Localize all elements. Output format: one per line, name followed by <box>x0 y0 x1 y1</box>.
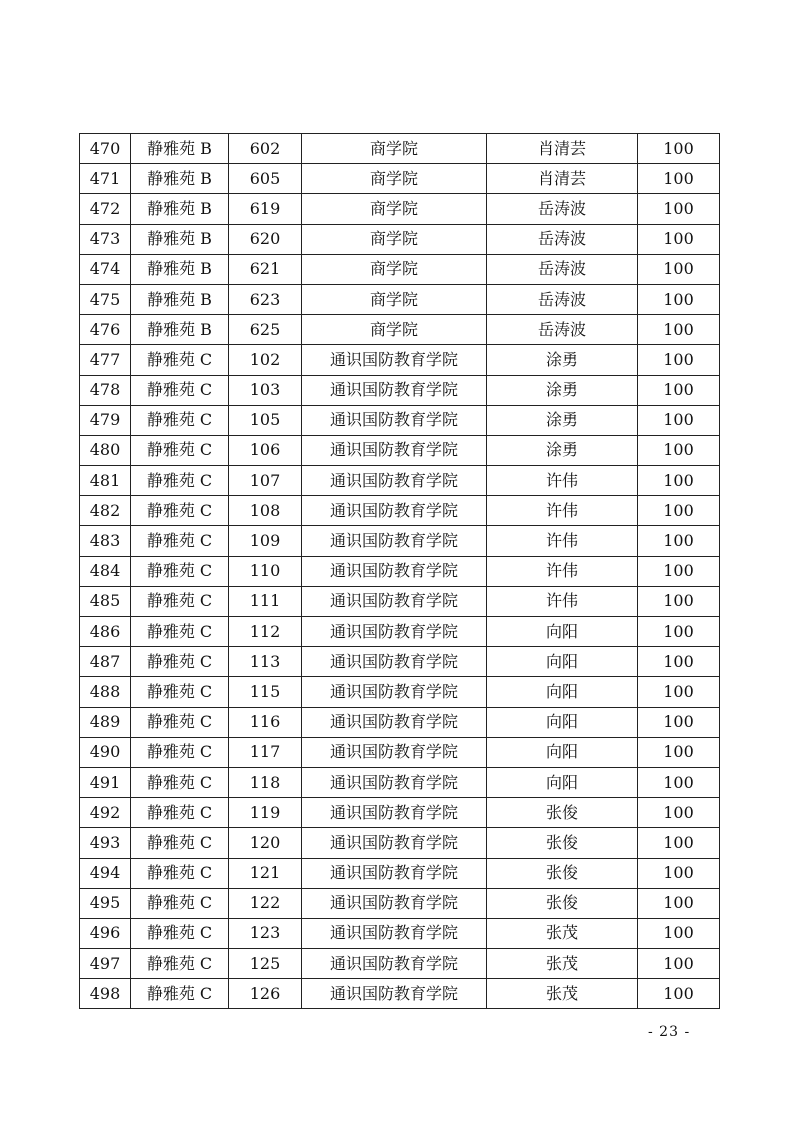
college-cell: 商学院 <box>302 134 487 164</box>
index-cell: 493 <box>80 828 131 858</box>
score-cell: 100 <box>638 949 720 979</box>
score-cell: 100 <box>638 435 720 465</box>
building-cell: 静雅苑 B <box>131 224 229 254</box>
college-cell: 商学院 <box>302 224 487 254</box>
teacher-cell: 向阳 <box>487 737 638 767</box>
room-cell: 117 <box>229 737 302 767</box>
teacher-cell: 张俊 <box>487 858 638 888</box>
college-cell: 通识国防教育学院 <box>302 375 487 405</box>
building-cell: 静雅苑 C <box>131 405 229 435</box>
college-cell: 通识国防教育学院 <box>302 677 487 707</box>
room-cell: 115 <box>229 677 302 707</box>
teacher-cell: 向阳 <box>487 617 638 647</box>
room-cell: 625 <box>229 315 302 345</box>
teacher-cell: 岳涛波 <box>487 315 638 345</box>
index-cell: 482 <box>80 496 131 526</box>
building-cell: 静雅苑 C <box>131 526 229 556</box>
college-cell: 通识国防教育学院 <box>302 949 487 979</box>
table-row <box>80 556 720 586</box>
room-cell: 109 <box>229 526 302 556</box>
score-cell: 100 <box>638 496 720 526</box>
building-cell: 静雅苑 B <box>131 254 229 284</box>
teacher-cell: 许伟 <box>487 496 638 526</box>
table-row <box>80 435 720 465</box>
teacher-cell: 涂勇 <box>487 435 638 465</box>
college-cell: 通识国防教育学院 <box>302 888 487 918</box>
table-row <box>80 224 720 254</box>
table-row <box>80 134 720 164</box>
teacher-cell: 许伟 <box>487 526 638 556</box>
room-cell: 120 <box>229 828 302 858</box>
index-cell: 495 <box>80 888 131 918</box>
room-cell: 106 <box>229 435 302 465</box>
college-cell: 通识国防教育学院 <box>302 435 487 465</box>
table-row <box>80 677 720 707</box>
teacher-cell: 许伟 <box>487 466 638 496</box>
score-cell: 100 <box>638 315 720 345</box>
building-cell: 静雅苑 C <box>131 767 229 797</box>
college-cell: 通识国防教育学院 <box>302 345 487 375</box>
college-cell: 通识国防教育学院 <box>302 556 487 586</box>
room-cell: 125 <box>229 949 302 979</box>
table-row <box>80 284 720 314</box>
table-row <box>80 979 720 1009</box>
teacher-cell: 张俊 <box>487 888 638 918</box>
room-cell: 619 <box>229 194 302 224</box>
college-cell: 通识国防教育学院 <box>302 707 487 737</box>
index-cell: 492 <box>80 798 131 828</box>
index-cell: 470 <box>80 134 131 164</box>
score-cell: 100 <box>638 134 720 164</box>
index-cell: 496 <box>80 918 131 948</box>
table-row <box>80 375 720 405</box>
teacher-cell: 涂勇 <box>487 375 638 405</box>
teacher-cell: 向阳 <box>487 767 638 797</box>
building-cell: 静雅苑 C <box>131 466 229 496</box>
table-row <box>80 918 720 948</box>
index-cell: 473 <box>80 224 131 254</box>
teacher-cell: 岳涛波 <box>487 194 638 224</box>
room-cell: 123 <box>229 918 302 948</box>
teacher-cell: 肖清芸 <box>487 134 638 164</box>
college-cell: 商学院 <box>302 164 487 194</box>
teacher-cell: 岳涛波 <box>487 224 638 254</box>
room-cell: 111 <box>229 586 302 616</box>
score-cell: 100 <box>638 858 720 888</box>
teacher-cell: 向阳 <box>487 707 638 737</box>
score-cell: 100 <box>638 284 720 314</box>
score-cell: 100 <box>638 979 720 1009</box>
score-cell: 100 <box>638 164 720 194</box>
index-cell: 487 <box>80 647 131 677</box>
score-cell: 100 <box>638 767 720 797</box>
college-cell: 通识国防教育学院 <box>302 466 487 496</box>
table-row <box>80 647 720 677</box>
score-cell: 100 <box>638 375 720 405</box>
teacher-cell: 张茂 <box>487 918 638 948</box>
index-cell: 477 <box>80 345 131 375</box>
table-row <box>80 405 720 435</box>
college-cell: 通识国防教育学院 <box>302 737 487 767</box>
table-row <box>80 315 720 345</box>
building-cell: 静雅苑 C <box>131 828 229 858</box>
teacher-cell: 向阳 <box>487 647 638 677</box>
score-cell: 100 <box>638 647 720 677</box>
teacher-cell: 张俊 <box>487 828 638 858</box>
score-cell: 100 <box>638 707 720 737</box>
building-cell: 静雅苑 C <box>131 737 229 767</box>
score-cell: 100 <box>638 677 720 707</box>
building-cell: 静雅苑 B <box>131 315 229 345</box>
index-cell: 488 <box>80 677 131 707</box>
room-cell: 126 <box>229 979 302 1009</box>
table-row <box>80 466 720 496</box>
college-cell: 商学院 <box>302 284 487 314</box>
room-cell: 119 <box>229 798 302 828</box>
college-cell: 通识国防教育学院 <box>302 858 487 888</box>
room-cell: 107 <box>229 466 302 496</box>
college-cell: 通识国防教育学院 <box>302 617 487 647</box>
teacher-cell: 许伟 <box>487 586 638 616</box>
teacher-cell: 张茂 <box>487 979 638 1009</box>
index-cell: 494 <box>80 858 131 888</box>
building-cell: 静雅苑 B <box>131 134 229 164</box>
room-cell: 620 <box>229 224 302 254</box>
room-assignment-table <box>79 133 720 1009</box>
index-cell: 497 <box>80 949 131 979</box>
teacher-cell: 张茂 <box>487 949 638 979</box>
college-cell: 商学院 <box>302 315 487 345</box>
table-row <box>80 496 720 526</box>
score-cell: 100 <box>638 556 720 586</box>
index-cell: 498 <box>80 979 131 1009</box>
score-cell: 100 <box>638 888 720 918</box>
college-cell: 通识国防教育学院 <box>302 979 487 1009</box>
building-cell: 静雅苑 C <box>131 617 229 647</box>
index-cell: 471 <box>80 164 131 194</box>
index-cell: 486 <box>80 617 131 647</box>
room-cell: 102 <box>229 345 302 375</box>
index-cell: 476 <box>80 315 131 345</box>
building-cell: 静雅苑 C <box>131 556 229 586</box>
building-cell: 静雅苑 C <box>131 647 229 677</box>
index-cell: 490 <box>80 737 131 767</box>
room-cell: 602 <box>229 134 302 164</box>
building-cell: 静雅苑 C <box>131 918 229 948</box>
page-number: - 23 - <box>648 1024 691 1040</box>
college-cell: 通识国防教育学院 <box>302 647 487 677</box>
table-row <box>80 707 720 737</box>
teacher-cell: 肖清芸 <box>487 164 638 194</box>
building-cell: 静雅苑 C <box>131 858 229 888</box>
score-cell: 100 <box>638 345 720 375</box>
score-cell: 100 <box>638 254 720 284</box>
room-cell: 103 <box>229 375 302 405</box>
building-cell: 静雅苑 C <box>131 345 229 375</box>
table-row <box>80 949 720 979</box>
index-cell: 489 <box>80 707 131 737</box>
table-row <box>80 254 720 284</box>
room-cell: 105 <box>229 405 302 435</box>
building-cell: 静雅苑 C <box>131 586 229 616</box>
teacher-cell: 岳涛波 <box>487 284 638 314</box>
score-cell: 100 <box>638 194 720 224</box>
building-cell: 静雅苑 C <box>131 435 229 465</box>
room-cell: 122 <box>229 888 302 918</box>
college-cell: 商学院 <box>302 254 487 284</box>
table-row <box>80 164 720 194</box>
table-row <box>80 617 720 647</box>
room-cell: 623 <box>229 284 302 314</box>
building-cell: 静雅苑 B <box>131 194 229 224</box>
index-cell: 472 <box>80 194 131 224</box>
college-cell: 通识国防教育学院 <box>302 405 487 435</box>
score-cell: 100 <box>638 466 720 496</box>
building-cell: 静雅苑 C <box>131 798 229 828</box>
index-cell: 478 <box>80 375 131 405</box>
college-cell: 通识国防教育学院 <box>302 767 487 797</box>
score-cell: 100 <box>638 586 720 616</box>
college-cell: 通识国防教育学院 <box>302 496 487 526</box>
score-cell: 100 <box>638 617 720 647</box>
index-cell: 474 <box>80 254 131 284</box>
room-cell: 113 <box>229 647 302 677</box>
table-body <box>80 134 720 1009</box>
building-cell: 静雅苑 B <box>131 284 229 314</box>
index-cell: 491 <box>80 767 131 797</box>
score-cell: 100 <box>638 918 720 948</box>
table-row <box>80 888 720 918</box>
teacher-cell: 涂勇 <box>487 405 638 435</box>
building-cell: 静雅苑 C <box>131 496 229 526</box>
building-cell: 静雅苑 C <box>131 375 229 405</box>
table-row <box>80 858 720 888</box>
table-row <box>80 345 720 375</box>
college-cell: 通识国防教育学院 <box>302 526 487 556</box>
score-cell: 100 <box>638 526 720 556</box>
building-cell: 静雅苑 C <box>131 949 229 979</box>
table-row <box>80 828 720 858</box>
room-cell: 110 <box>229 556 302 586</box>
teacher-cell: 向阳 <box>487 677 638 707</box>
index-cell: 484 <box>80 556 131 586</box>
college-cell: 商学院 <box>302 194 487 224</box>
room-cell: 108 <box>229 496 302 526</box>
teacher-cell: 许伟 <box>487 556 638 586</box>
building-cell: 静雅苑 C <box>131 677 229 707</box>
teacher-cell: 涂勇 <box>487 345 638 375</box>
table-row <box>80 194 720 224</box>
table-row <box>80 798 720 828</box>
room-cell: 605 <box>229 164 302 194</box>
index-cell: 481 <box>80 466 131 496</box>
teacher-cell: 岳涛波 <box>487 254 638 284</box>
building-cell: 静雅苑 C <box>131 707 229 737</box>
college-cell: 通识国防教育学院 <box>302 798 487 828</box>
college-cell: 通识国防教育学院 <box>302 918 487 948</box>
index-cell: 479 <box>80 405 131 435</box>
score-cell: 100 <box>638 224 720 254</box>
teacher-cell: 张俊 <box>487 798 638 828</box>
building-cell: 静雅苑 B <box>131 164 229 194</box>
table-row <box>80 586 720 616</box>
room-cell: 112 <box>229 617 302 647</box>
building-cell: 静雅苑 C <box>131 888 229 918</box>
score-cell: 100 <box>638 737 720 767</box>
room-cell: 116 <box>229 707 302 737</box>
table-row <box>80 737 720 767</box>
room-cell: 621 <box>229 254 302 284</box>
index-cell: 483 <box>80 526 131 556</box>
college-cell: 通识国防教育学院 <box>302 828 487 858</box>
index-cell: 475 <box>80 284 131 314</box>
college-cell: 通识国防教育学院 <box>302 586 487 616</box>
score-cell: 100 <box>638 798 720 828</box>
table-row <box>80 526 720 556</box>
score-cell: 100 <box>638 828 720 858</box>
table-row <box>80 767 720 797</box>
score-cell: 100 <box>638 405 720 435</box>
room-cell: 118 <box>229 767 302 797</box>
room-cell: 121 <box>229 858 302 888</box>
building-cell: 静雅苑 C <box>131 979 229 1009</box>
index-cell: 485 <box>80 586 131 616</box>
index-cell: 480 <box>80 435 131 465</box>
